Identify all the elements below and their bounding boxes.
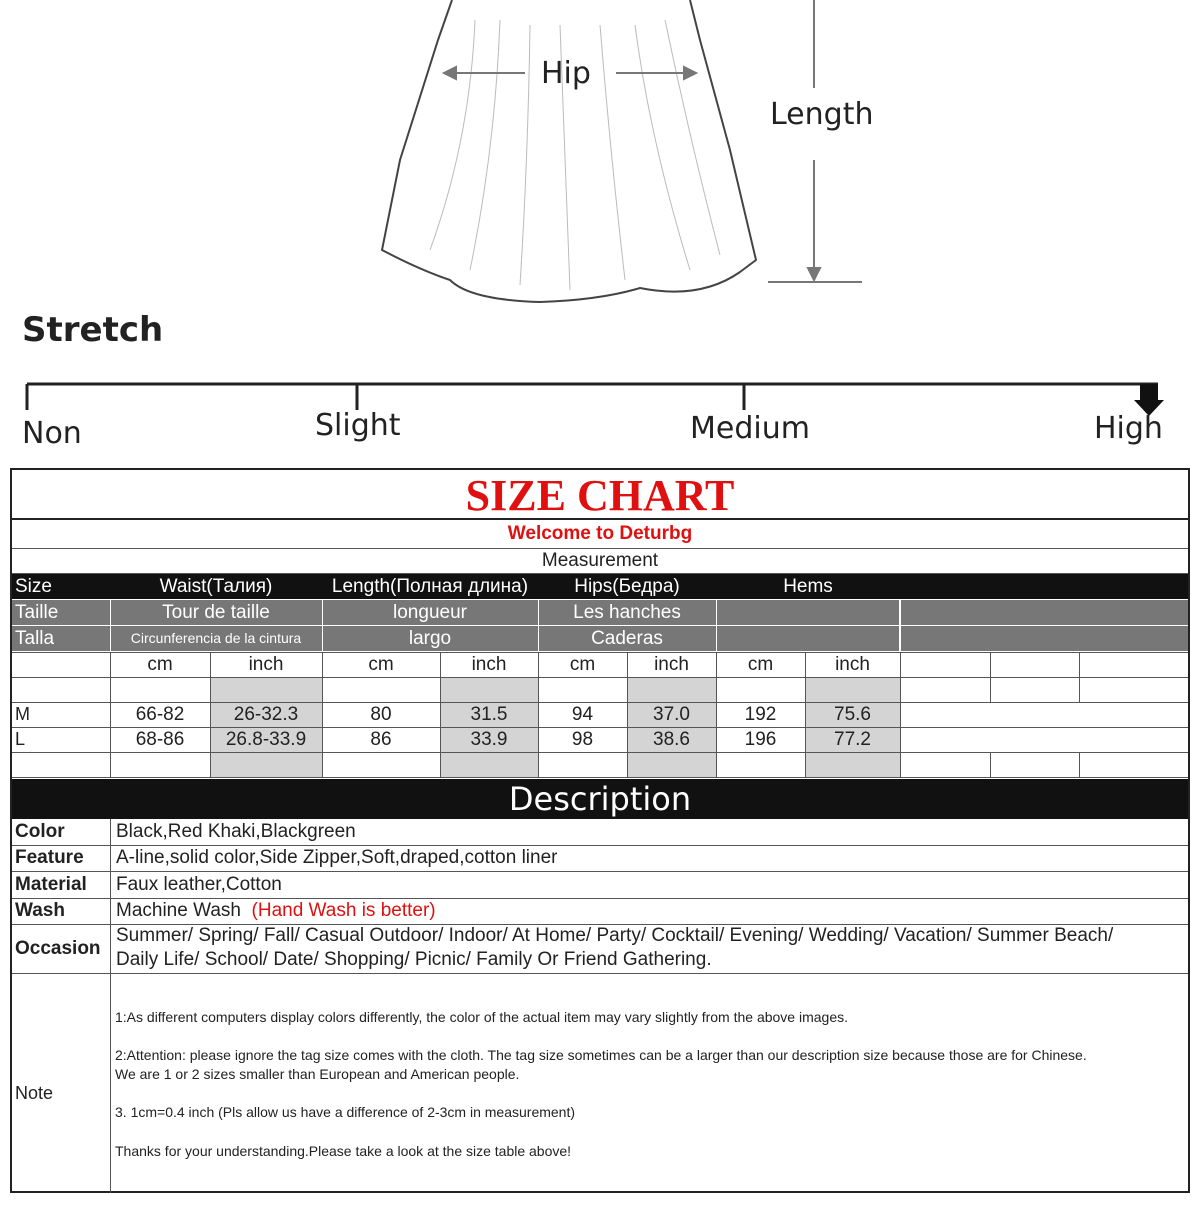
desc-material-value: Faux leather,Cotton (116, 874, 282, 895)
stretch-medium: Medium (690, 411, 810, 446)
hdr-size: Size (15, 576, 52, 597)
row-l-hips-cm: 98 (571, 729, 594, 750)
note-label: Note (15, 1083, 54, 1103)
row-l-size: L (15, 729, 26, 749)
hdr-waist: Waist(Талия) (159, 576, 273, 597)
hdr-les-hanches: Les hanches (573, 602, 681, 623)
row-l-hems-inch: 77.2 (834, 729, 871, 750)
row-l-length-cm: 86 (370, 729, 392, 750)
desc-wash-label: Wash (15, 900, 65, 921)
note-4: Thanks for your understanding.Please take a look at the size table above! (115, 1143, 572, 1159)
note-2: 2:Attention: please ignore the tag size comes with the cloth. The tag size sometimes can be a larger than our description size because those are for Chinese. (115, 1047, 1087, 1063)
unit-hips-inch: inch (654, 654, 689, 675)
row-m-length-cm: 80 (370, 704, 392, 725)
desc-feature-value: A-line,solid color,Side Zipper,Soft,draped,cotton liner (116, 847, 558, 868)
note-1: 1:As different computers display colors differently, the color of the actual item may vary slightly from the above images. (115, 1009, 849, 1025)
skirt-illustration (0, 0, 1200, 310)
row-m-waist-cm: 66-82 (135, 704, 185, 725)
hip-label: Hip (541, 56, 591, 91)
row-l-hems-cm: 196 (744, 729, 777, 750)
hdr-length: Length(Полная длина) (331, 576, 529, 597)
unit-length-cm: cm (368, 654, 394, 675)
skirt-diagram (0, 0, 1200, 310)
row-m-size: M (15, 704, 30, 724)
row-m-waist-inch: 26-32.3 (233, 704, 299, 725)
stretch-scale (0, 370, 1200, 420)
desc-material-label: Material (15, 874, 87, 895)
desc-wash-value (112, 898, 436, 924)
desc-wash-main: Machine Wash (116, 900, 241, 921)
measurement-label: Measurement (541, 550, 659, 571)
hdr-talla: Talla (15, 628, 55, 649)
stretch-slight: Slight (315, 408, 401, 443)
hdr-caderas: Caderas (591, 628, 663, 649)
hdr-hips: Hips(Бедра) (574, 576, 680, 597)
size-chart-title: SIZE CHART (12, 470, 1188, 520)
hdr-taille: Taille (15, 602, 59, 623)
note-3: 3. 1cm=0.4 inch (Pls allow us have a difference of 2-3cm in measurement) (115, 1104, 576, 1120)
row-l-waist-cm: 68-86 (135, 729, 185, 750)
unit-waist-cm: cm (147, 654, 173, 675)
hdr-largo: largo (408, 628, 452, 649)
stretch-title: Stretch (22, 310, 164, 350)
size-chart-table (10, 468, 1190, 1193)
unit-hips-cm: cm (569, 654, 596, 675)
stretch-high: High (1094, 411, 1163, 446)
row-m-hips-cm: 94 (571, 704, 594, 725)
hdr-tour-de-taille: Tour de taille (162, 602, 270, 623)
row-l-hips-inch: 38.6 (653, 729, 690, 750)
hdr-hems: Hems (783, 576, 833, 597)
row-m-hems-inch: 75.6 (834, 704, 871, 725)
desc-occasion-line2: Daily Life/ School/ Date/ Shopping/ Picnic/ Family Or Friend Gathering. (116, 949, 712, 970)
row-m-length-inch: 31.5 (470, 704, 508, 725)
unit-hems-cm: cm (747, 654, 774, 675)
unit-hems-inch: inch (835, 654, 870, 675)
hdr-circunferencia: Circunferencia de la cintura (130, 630, 302, 646)
welcome-text: Welcome to Deturbg (507, 523, 693, 544)
row-m-hems-cm: 192 (744, 704, 777, 725)
desc-color-label: Color (15, 821, 65, 842)
length-label: Length (770, 97, 874, 132)
stretch-non: Non (22, 416, 82, 451)
desc-wash-note: (Hand Wash is better) (251, 900, 436, 921)
row-l-waist-inch: 26.8-33.9 (225, 729, 307, 750)
desc-color-value: Black,Red Khaki,Blackgreen (116, 821, 356, 842)
row-m-hips-inch: 37.0 (653, 704, 690, 725)
unit-waist-inch: inch (248, 654, 284, 675)
desc-occasion-label: Occasion (15, 938, 101, 959)
description-title: Description (12, 779, 1188, 819)
unit-length-inch: inch (471, 654, 507, 675)
desc-occasion-line1: Summer/ Spring/ Fall/ Casual Outdoor/ Indoor/ At Home/ Party/ Cocktail/ Evening/ Wedding/ Vacation/ Summer Beach/ (116, 925, 1114, 946)
hdr-longueur: longueur (393, 602, 467, 623)
note-2b: We are 1 or 2 sizes smaller than European and American people. (115, 1066, 520, 1082)
row-l-length-inch: 33.9 (470, 729, 508, 750)
desc-feature-label: Feature (15, 847, 84, 868)
